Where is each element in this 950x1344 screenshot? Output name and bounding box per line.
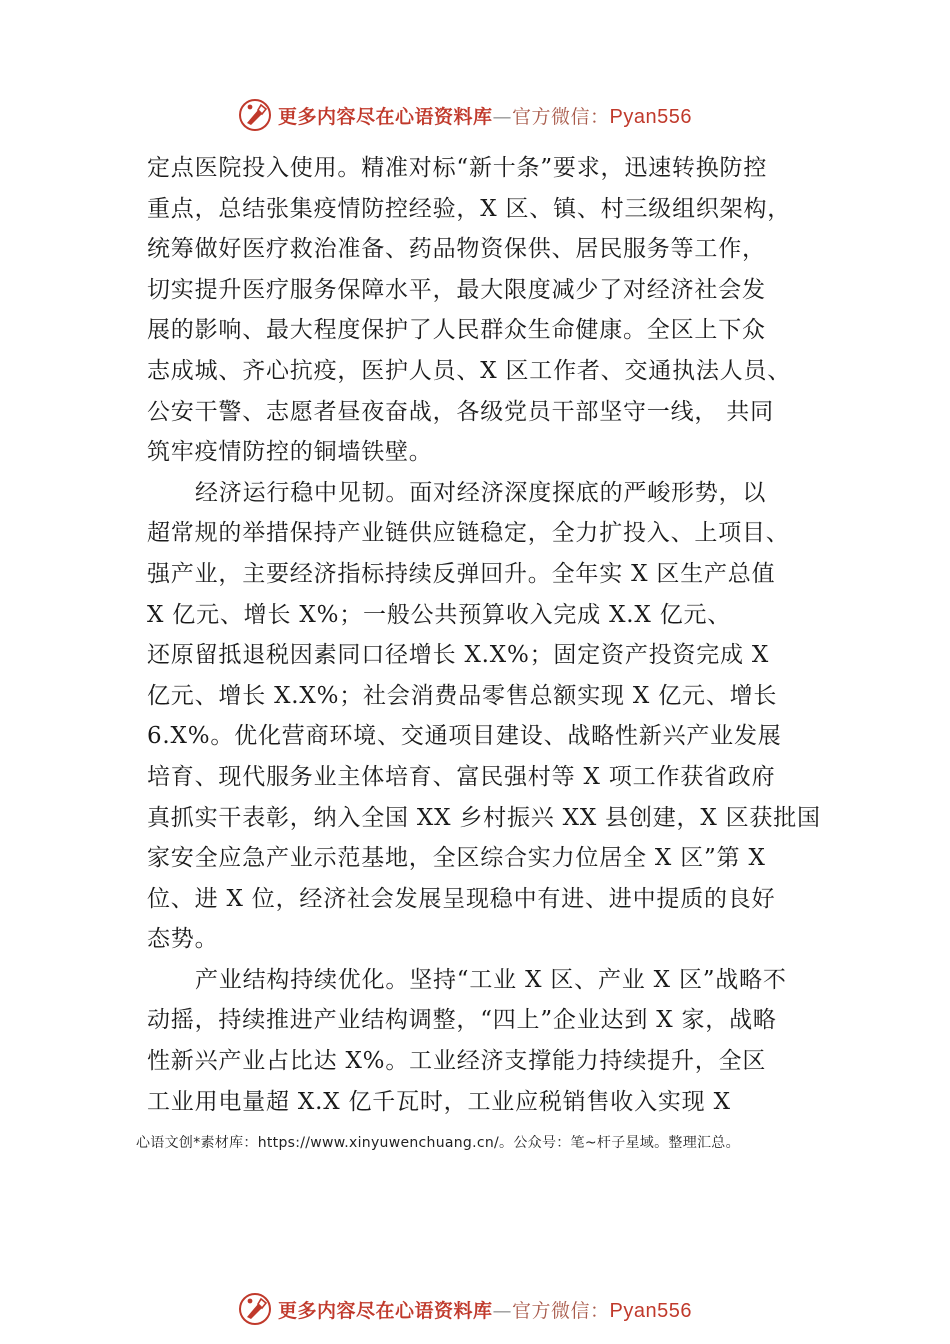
banner-text — [278, 1296, 692, 1323]
body-line: 志成城、齐心抗疫，医护人员、X 区工作者、交通执法人员、 — [147, 357, 792, 384]
body-line: 家安全应急产业示范基地，全区综合实力位居全 X 区”第 X — [147, 845, 766, 872]
body-line: 性新兴产业占比达 X%。工业经济支撑能力持续提升，全区 — [147, 1048, 767, 1075]
banner-dash: — — [492, 1299, 513, 1322]
banner-wechat-label: 官方微信： — [512, 1299, 610, 1322]
paragraph-heading-line: 经济运行稳中见韧。面对经济深度探底的严峻形势，以 — [195, 479, 767, 506]
paragraph-heading-line: 产业结构持续优化。坚持“工业 X 区、产业 X 区”战略不 — [195, 966, 787, 993]
banner-handle: Pyan556 — [609, 105, 692, 128]
banner-wechat-label: 官方微信： — [512, 105, 610, 128]
banner-brand: 更多内容尽在心语资料库 — [278, 105, 493, 128]
pen-nib-logo-icon — [238, 1292, 272, 1326]
body-line: 展的影响、最大程度保护了人民群众生命健康。全区上下众 — [147, 317, 766, 344]
body-line: 重点，总结张集疫情防控经验，X 区、镇、村三级组织架构， — [147, 195, 792, 222]
banner-brand: 更多内容尽在心语资料库 — [278, 1299, 493, 1322]
body-line: 培育、现代服务业主体培育、富民强村等 X 项工作获省政府 — [147, 763, 776, 790]
body-line: 切实提升医疗服务保障水平，最大限度减少了对经济社会发 — [147, 276, 766, 303]
body-line: 工业用电量超 X.X 亿千瓦时，工业应税销售收入实现 X — [147, 1088, 731, 1115]
body-line: 位、进 X 位，经济社会发展呈现稳中有进、进中提质的良好 — [147, 885, 776, 912]
source-footnote: 心语文创*素材库：https://www.xinyuwenchuang.cn/。公众号：笔~杆子星域。整理汇总。 — [136, 1135, 740, 1151]
body-line: 真抓实干表彰，纳入全国 XX 乡村振兴 XX 县创建，X 区获批国 — [147, 804, 821, 831]
banner-text — [278, 102, 692, 129]
body-line: 筑牢疫情防控的铜墙铁壁。 — [147, 439, 433, 466]
body-line: 态势。 — [147, 926, 219, 953]
body-line: 6.X%。优化营商环境、交通项目建设、战略性新兴产业发展 — [147, 723, 782, 750]
footer-banner — [238, 1289, 692, 1329]
banner-dash: — — [492, 105, 513, 128]
body-line: 公安干警、志愿者昼夜奋战，各级党员干部坚守一线， 共同 — [147, 398, 774, 425]
body-line: 强产业，主要经济指标持续反弹回升。全年实 X 区生产总值 — [147, 560, 776, 587]
body-line: 还原留抵退税因素同口径增长 X.X%；固定资产投资完成 X — [147, 642, 770, 669]
body-line: 亿元、增长 X.X%；社会消费品零售总额实现 X 亿元、增长 — [147, 682, 778, 709]
document-body — [147, 148, 821, 1122]
body-line: 超常规的举措保持产业链供应链稳定，全力扩投入、上项目、 — [147, 520, 790, 547]
body-line: X 亿元、增长 X%；一般公共预算收入完成 X.X 亿元、 — [147, 601, 732, 628]
pen-nib-logo-icon — [238, 98, 272, 132]
body-line: 动摇，持续推进产业结构调整，“四上”企业达到 X 家，战略 — [147, 1007, 777, 1034]
banner-handle: Pyan556 — [609, 1299, 692, 1322]
body-line: 定点医院投入使用。精准对标“新十条”要求，迅速转换防控 — [147, 155, 768, 181]
header-banner — [238, 95, 692, 135]
body-line: 统筹做好医疗救治准备、药品物资保供、居民服务等工作， — [147, 236, 766, 263]
